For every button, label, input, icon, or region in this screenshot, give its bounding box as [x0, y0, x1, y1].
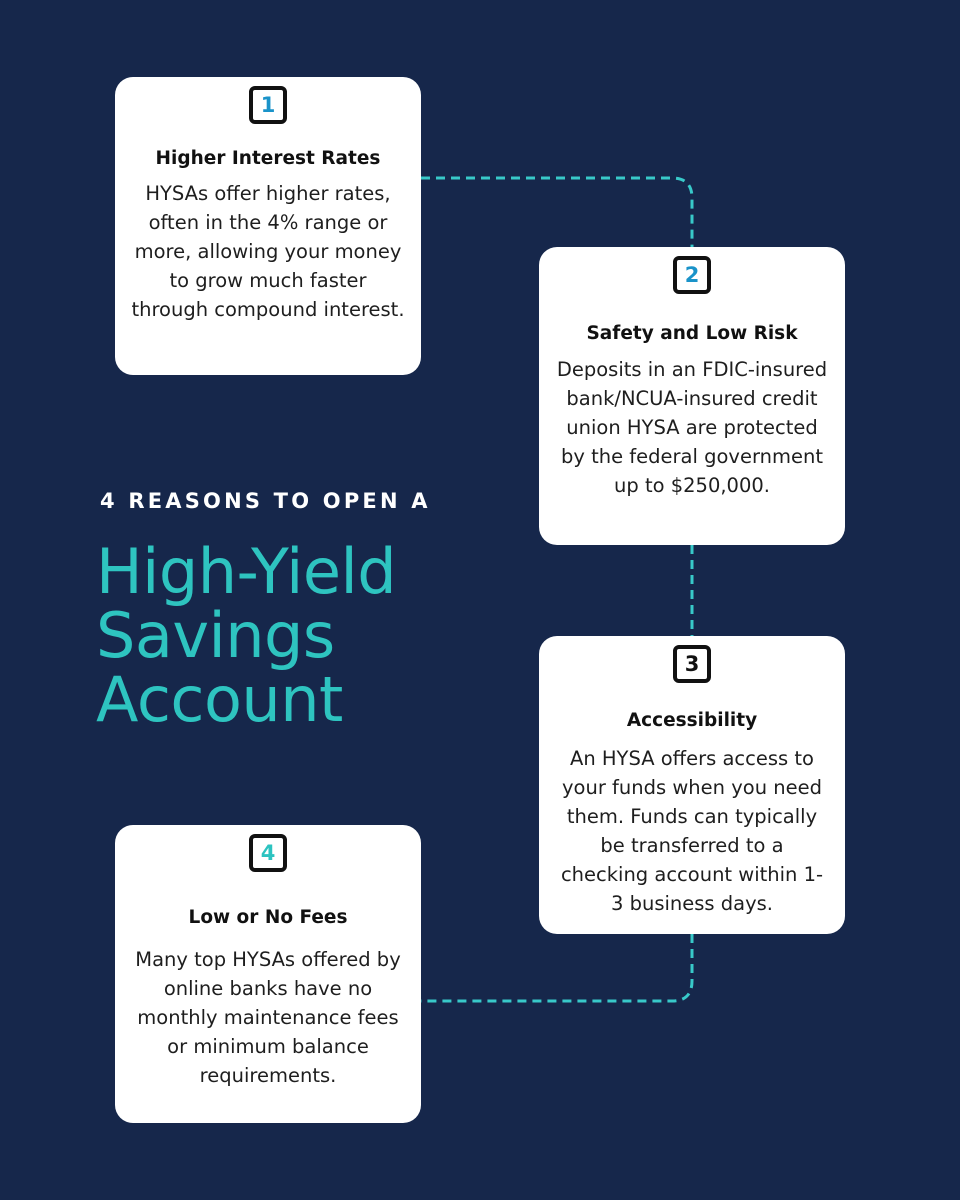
reason-card-3 — [539, 636, 845, 934]
reason-body-3: An HYSA offers access to your funds when you need them. Funds can typically be transferred to a checking account within 1-3 business days. — [560, 747, 824, 915]
headline-line-3: Account — [96, 663, 343, 736]
reason-number-2: 2 — [673, 256, 711, 294]
reason-body-2: Deposits in an FDIC-insured bank/NCUA-insured credit union HYSA are protected by the federal government up to $250,000. — [556, 358, 828, 497]
reason-title-2: Safety and Low Risk — [586, 323, 798, 344]
connector-1-to-2 — [421, 178, 692, 247]
reason-number-4: 4 — [249, 834, 287, 872]
connector-3-to-4 — [421, 934, 692, 1001]
reason-number-3: 3 — [673, 645, 711, 683]
reason-title-3: Accessibility — [626, 710, 758, 731]
reason-card-2 — [539, 247, 845, 545]
reason-number-1: 1 — [249, 86, 287, 124]
headline-line-2: Savings — [96, 599, 335, 672]
reason-body-1: HYSAs offer higher rates, often in the 4% range or more, allowing your money to grow much faster through compound interest. — [131, 182, 405, 321]
eyebrow-heading: 4 REASONS TO OPEN A — [100, 489, 431, 513]
reason-title-4: Low or No Fees — [188, 907, 348, 928]
headline-line-1: High-Yield — [96, 535, 397, 608]
reason-card-1 — [115, 77, 421, 375]
reason-title-1: Higher Interest Rates — [155, 148, 381, 169]
reason-card-4 — [115, 825, 421, 1123]
reason-body-4: Many top HYSAs offered by online banks have no monthly maintenance fees or minimum balance requirements. — [135, 948, 401, 1087]
main-headline — [96, 535, 516, 736]
